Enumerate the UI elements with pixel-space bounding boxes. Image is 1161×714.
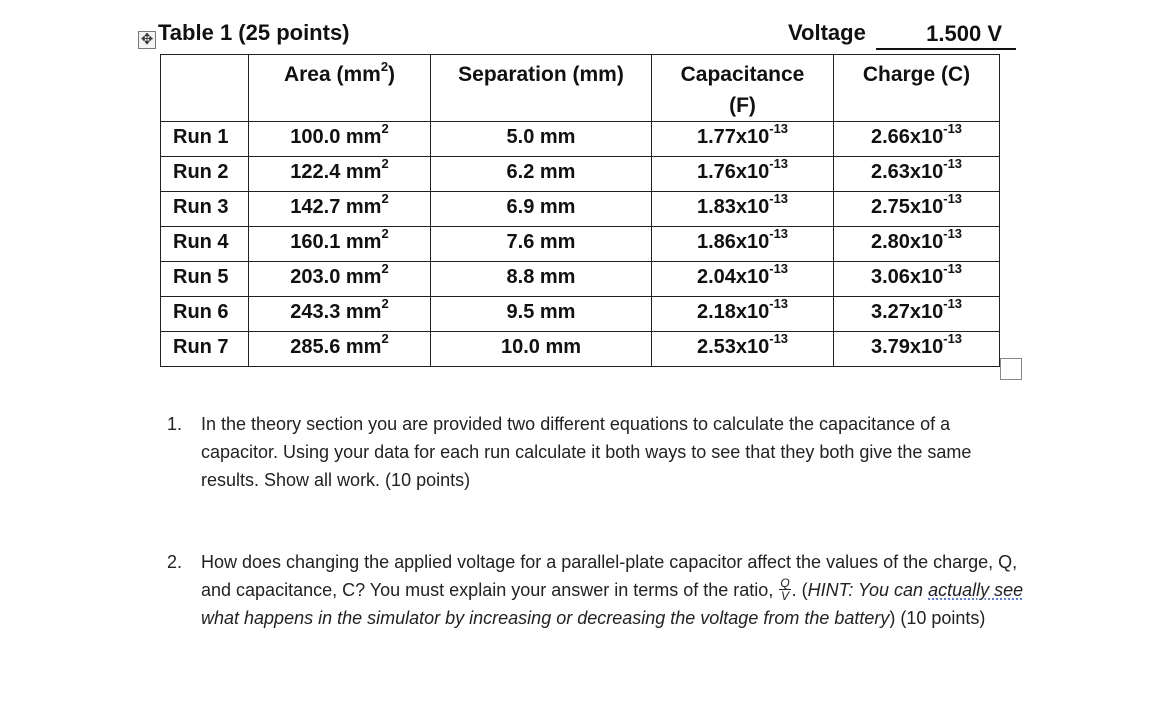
header-empty-cell[interactable] (161, 55, 249, 122)
cell-area[interactable]: 160.1 $mm^2$ (249, 227, 431, 262)
cell-run[interactable]: Run 7 (161, 332, 249, 367)
ratio-fraction: $\frac{Q}{V}$ (780, 575, 790, 603)
cell-capacitance[interactable]: $2.53x10^{-13}$ (652, 332, 834, 367)
table-row (161, 297, 1000, 332)
table-row (161, 192, 1000, 227)
header-capacitance[interactable]: Capacitance (F) (652, 55, 834, 122)
table-title: Table 1 (25 points) (158, 20, 350, 45)
data-table (160, 54, 1000, 367)
table-move-icon[interactable]: ✥ (138, 31, 156, 49)
cell-separation[interactable]: 9.5 mm (431, 297, 652, 332)
cell-charge[interactable]: $2.63x10^{-13}$ (834, 157, 1000, 192)
question-number: 2. (167, 552, 183, 572)
table-header-row (161, 55, 1000, 122)
cell-area[interactable]: 203.0 $mm^2$ (249, 262, 431, 297)
cell-run[interactable]: Run 1 (161, 122, 249, 157)
grammar-flagged-text[interactable]: actually see (928, 580, 1024, 600)
cell-area[interactable]: 122.4 $mm^2$ (249, 157, 431, 192)
cell-capacitance[interactable]: $1.76x10^{-13}$ (652, 157, 834, 192)
cell-capacitance[interactable]: $2.18x10^{-13}$ (652, 297, 834, 332)
voltage-value[interactable]: 1.500 V (876, 20, 1016, 50)
question-text[interactable]: How does changing the applied voltage for a parallel-plate capacitor affect the values of the charge, Q, and capacitance, C? You must explain your answer in terms of the ratio, $\frac{Q}{V}$ . (HINT: You can actually see what happens in the simulator by increasing or decreasing the voltage from the battery) (10 points) (201, 552, 1024, 628)
cell-run[interactable]: Run 6 (161, 297, 249, 332)
cell-separation[interactable]: 7.6 mm (431, 227, 652, 262)
cell-charge[interactable]: $3.27x10^{-13}$ (834, 297, 1000, 332)
cell-area[interactable]: 285.6 $mm^2$ (249, 332, 431, 367)
cell-run[interactable]: Run 5 (161, 262, 249, 297)
cell-separation[interactable]: 6.9 mm (431, 192, 652, 227)
question-number: 1. (167, 414, 183, 434)
cell-separation[interactable]: 10.0 mm (431, 332, 652, 367)
header-charge[interactable]: Charge (C) (834, 55, 1000, 122)
cell-area[interactable]: 142.7 $mm^2$ (249, 192, 431, 227)
cell-capacitance[interactable]: $1.83x10^{-13}$ (652, 192, 834, 227)
cell-capacitance[interactable]: $2.04x10^{-13}$ (652, 262, 834, 297)
cell-run[interactable]: Run 2 (161, 157, 249, 192)
table-row (161, 262, 1000, 297)
table-row (161, 227, 1000, 262)
cell-separation[interactable]: 5.0 mm (431, 122, 652, 157)
cell-separation[interactable]: 8.8 mm (431, 262, 652, 297)
table-row (161, 157, 1000, 192)
cell-capacitance[interactable]: $1.86x10^{-13}$ (652, 227, 834, 262)
cell-charge[interactable]: $3.06x10^{-13}$ (834, 262, 1000, 297)
header-separation[interactable]: Separation (mm) (431, 55, 652, 122)
header-area[interactable]: Area $(mm^2)$ (249, 55, 431, 122)
cell-run[interactable]: Run 3 (161, 192, 249, 227)
table-resize-icon[interactable] (1000, 358, 1022, 380)
cell-area[interactable]: 243.3 $mm^2$ (249, 297, 431, 332)
cell-charge[interactable]: $2.80x10^{-13}$ (834, 227, 1000, 262)
question-text[interactable]: In the theory section you are provided two different equations to calculate the capacitance of a capacitor. Using your data for each run calculate it both ways to see that they both give the same results. Show all work. (10 points) (201, 414, 972, 490)
table-row (161, 332, 1000, 367)
cell-area[interactable]: 100.0 $mm^2$ (249, 122, 431, 157)
cell-charge[interactable]: $3.79x10^{-13}$ (834, 332, 1000, 367)
cell-separation[interactable]: 6.2 mm (431, 157, 652, 192)
hint-text: HINT: You can actually see what happens in the simulator by increasing or decreasing the voltage from the battery (201, 580, 1024, 628)
table-row (161, 122, 1000, 157)
cell-capacitance[interactable]: $1.77x10^{-13}$ (652, 122, 834, 157)
voltage-label: Voltage (788, 20, 866, 45)
cell-run[interactable]: Run 4 (161, 227, 249, 262)
cell-charge[interactable]: $2.75x10^{-13}$ (834, 192, 1000, 227)
cell-charge[interactable]: $2.66x10^{-13}$ (834, 122, 1000, 157)
